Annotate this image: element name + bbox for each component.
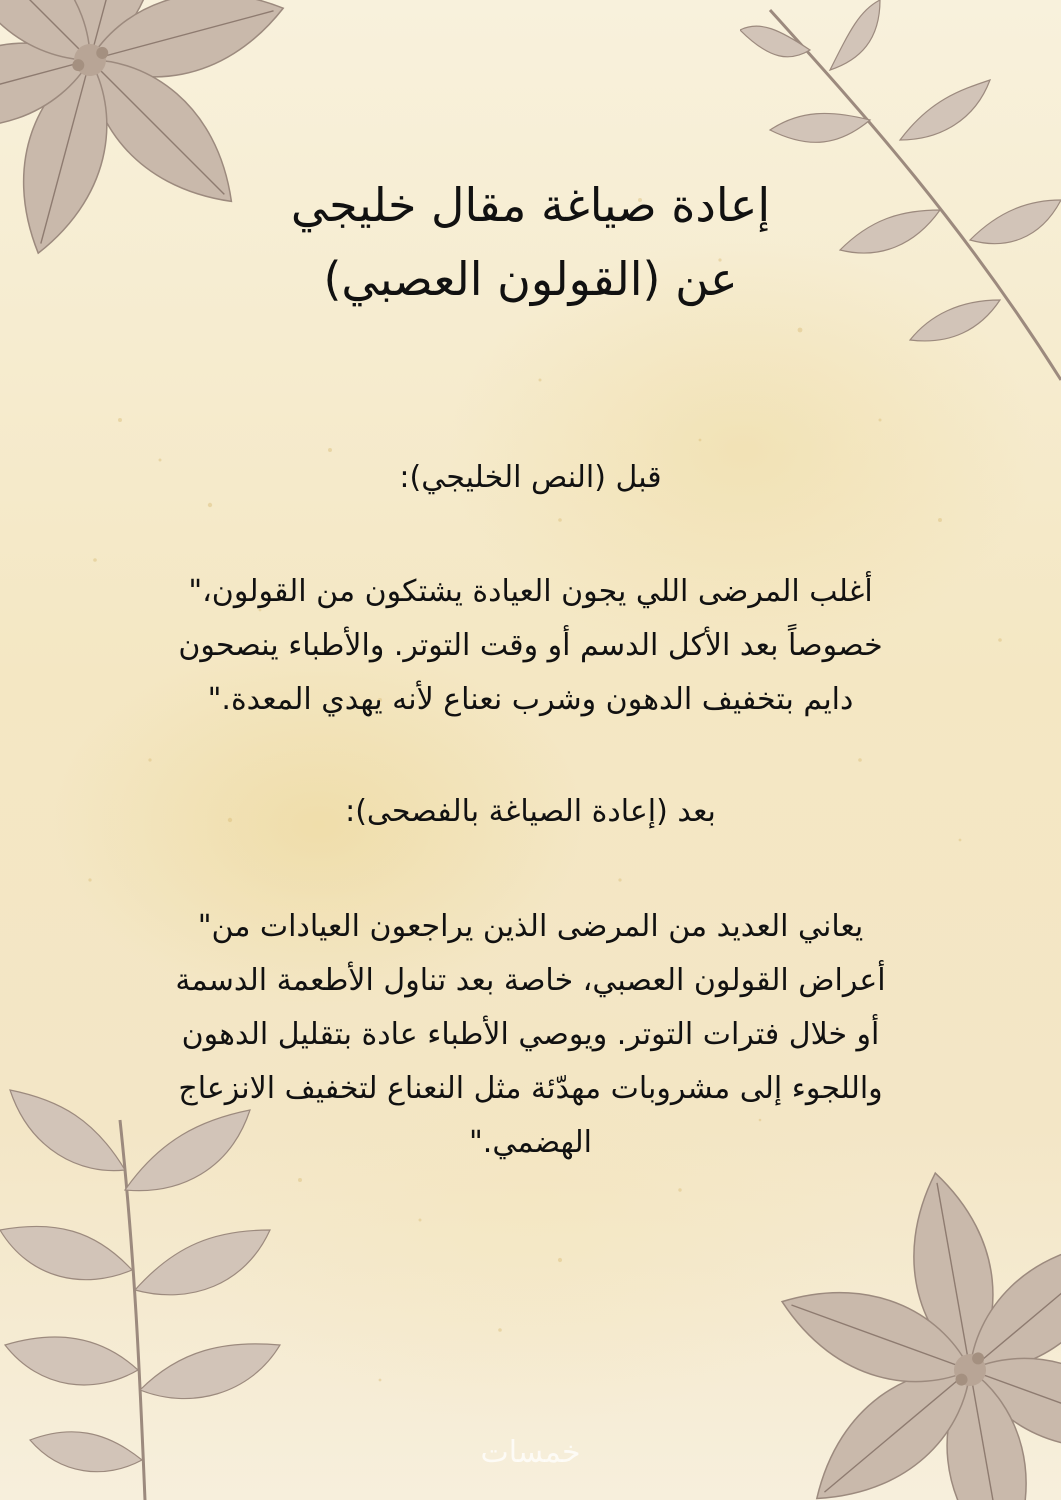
paragraph-line: الهضمي." xyxy=(468,1125,592,1160)
paragraph-line: أغلب المرضى اللي يجون العيادة يشتكون من القولون،" xyxy=(188,574,873,609)
watermark: خمسات xyxy=(480,1435,581,1470)
paragraph-line: أو خلال فترات التوتر. ويوصي الأطباء عادة بتقليل الدهون xyxy=(181,1017,880,1052)
after-label: بعد (إعادة الصياغة بالفصحى): xyxy=(345,794,716,829)
paragraph-line: يعاني العديد من المرضى الذين يراجعون العيادات من" xyxy=(197,909,864,944)
paragraph-line: واللجوء إلى مشروبات مهدّئة مثل النعناع لتخفيف الانزعاج xyxy=(178,1071,883,1106)
paragraph-line: خصوصاً بعد الأكل الدسم أو وقت التوتر. والأطباء ينصحون xyxy=(178,628,883,663)
title-line-2: عن (القولون العصبي) xyxy=(323,252,738,306)
before-label: قبل (النص الخليجي): xyxy=(399,460,662,495)
before-paragraph xyxy=(60,565,1001,727)
paragraph-line: دايم بتخفيف الدهون وشرب نعناع لأنه يهدي المعدة." xyxy=(207,682,854,717)
page-title xyxy=(60,168,1001,316)
after-paragraph xyxy=(60,900,1001,1170)
paragraph-line: أعراض القولون العصبي، خاصة بعد تناول الأطعمة الدسمة xyxy=(175,963,886,998)
title-line-1: إعادة صياغة مقال خليجي xyxy=(290,178,771,232)
